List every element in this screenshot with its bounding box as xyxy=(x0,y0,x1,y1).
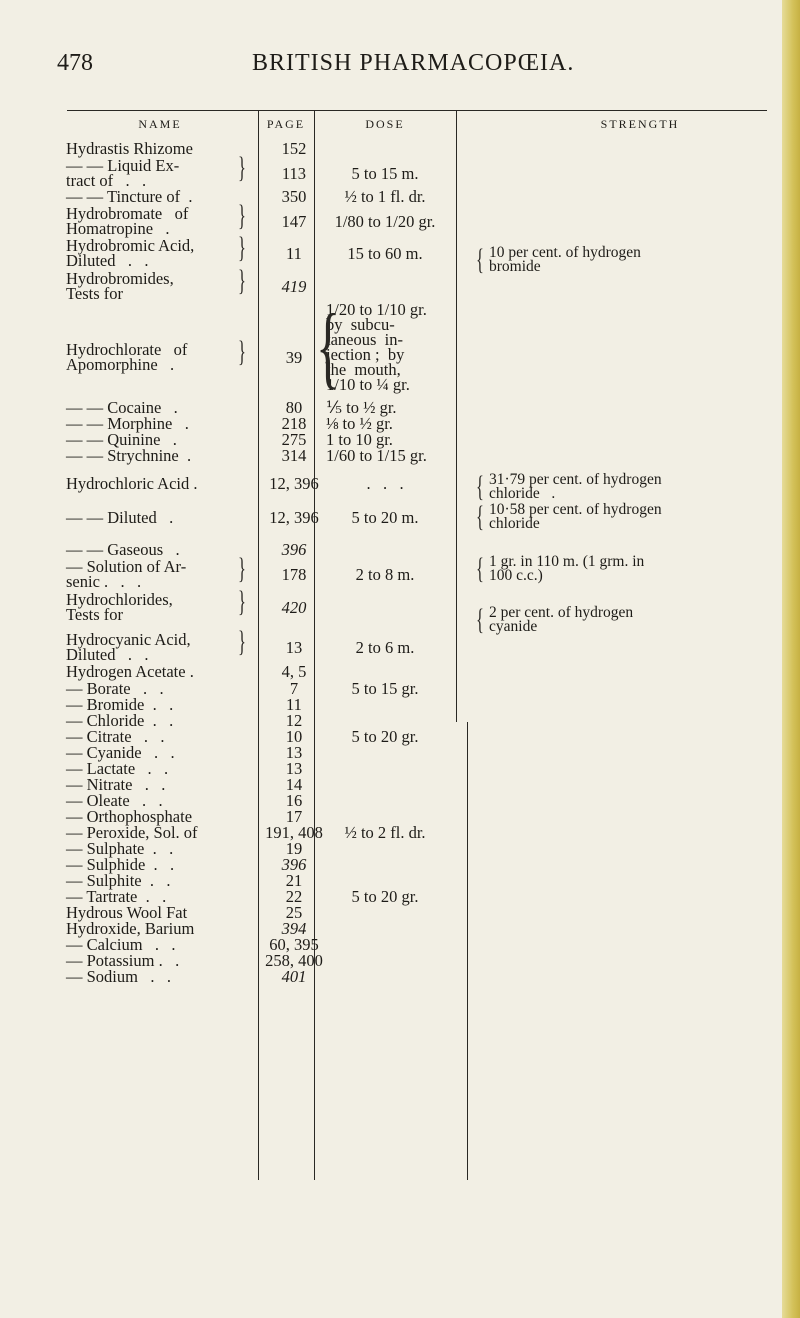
row-dose: 1 to 10 gr. xyxy=(326,430,393,449)
column-header-page: PAGE xyxy=(266,117,306,131)
row-strength: 2 per cent. of hydrogen cyanide xyxy=(489,604,634,635)
row-page: 350 xyxy=(281,187,307,206)
row-page: 420 xyxy=(281,598,307,617)
brace: { xyxy=(476,243,484,276)
row-dose: 5 to 15 m. xyxy=(351,164,419,183)
row-page: 113 xyxy=(281,164,307,183)
row-page: 394 xyxy=(281,919,307,938)
row-name: Hydrastis Rhizome xyxy=(66,139,193,158)
row-dose: . . . xyxy=(366,474,404,493)
row-page: 191, 408 xyxy=(265,823,323,842)
row-page: 13 xyxy=(285,743,303,762)
brace: { xyxy=(476,470,484,503)
row-page: 21 xyxy=(285,871,303,890)
row-dose: 2 to 8 m. xyxy=(355,565,415,584)
row-name: — Tartrate . . xyxy=(66,887,167,906)
row-dose: ½ to 1 fl. dr. xyxy=(344,187,426,206)
row-page: 7 xyxy=(289,679,299,698)
brace: } xyxy=(238,151,246,184)
row-page: 11 xyxy=(286,244,302,263)
row-page: 80 xyxy=(285,398,303,417)
brace: } xyxy=(238,552,246,585)
row-page: 11 xyxy=(286,695,302,714)
row-name: — Oleate . . xyxy=(66,791,163,810)
row-dose: 1/80 to 1/20 gr. xyxy=(334,212,436,231)
page-edge xyxy=(782,0,800,1318)
row-page: 17 xyxy=(285,807,303,826)
row-name: Hydrochlorides, Tests for xyxy=(66,590,173,624)
table-top-rule xyxy=(67,110,767,111)
row-name: — — Morphine . xyxy=(66,414,189,433)
row-page: 12, 396 xyxy=(269,508,319,527)
row-dose: 5 to 20 m. xyxy=(351,508,419,527)
row-name: Hydrobromides, Tests for xyxy=(66,269,174,303)
row-name: Hydrocyanic Acid, Diluted . . xyxy=(66,630,191,664)
brace: { xyxy=(316,295,341,397)
row-name: — — Liquid Ex- tract of . . xyxy=(66,156,180,190)
row-strength: 1 gr. in 110 m. (1 grm. in 100 c.c.) xyxy=(489,553,645,584)
column-header-dose: DOSE xyxy=(365,117,405,131)
row-name: — Nitrate . . xyxy=(66,775,166,794)
row-page: 401 xyxy=(281,967,307,986)
brace: } xyxy=(238,585,246,618)
brace: { xyxy=(476,500,484,533)
row-name: — — Strychnine . xyxy=(66,446,192,465)
row-dose: 15 to 60 m. xyxy=(347,244,423,263)
row-name: Hydrogen Acetate . xyxy=(66,662,194,681)
row-name: Hydrobromic Acid, Diluted . . xyxy=(66,236,195,270)
row-page: 12 xyxy=(285,711,303,730)
row-page: 218 xyxy=(281,414,307,433)
running-title: BRITISH PHARMACOPŒIA. xyxy=(252,50,575,76)
column-header-name: NAME xyxy=(138,117,182,131)
brace: } xyxy=(238,335,246,368)
brace: { xyxy=(476,552,484,585)
row-dose: 1/20 to 1/10 gr. by subcu- taneous in- jection ; by the mouth, 1/10 to ¼ gr. xyxy=(326,300,427,394)
row-name: — — Gaseous . xyxy=(66,540,180,559)
row-page: 19 xyxy=(285,839,303,858)
row-strength: 10·58 per cent. of hydrogen chloride xyxy=(489,501,662,532)
row-page: 275 xyxy=(281,430,307,449)
row-name: — Bromide . . xyxy=(66,695,174,714)
row-name: — Sodium . . xyxy=(66,967,171,986)
row-page: 39 xyxy=(285,348,303,367)
row-page: 396 xyxy=(281,540,307,559)
row-name: — Orthophosphate xyxy=(66,807,193,826)
row-dose: ⅛ to ½ gr. xyxy=(326,414,393,433)
row-dose: 2 to 6 m. xyxy=(355,638,415,657)
row-name: — Sulphite . . xyxy=(66,871,171,890)
row-page: 10 xyxy=(285,727,303,746)
row-name: — Sulphate . . xyxy=(66,839,174,858)
row-name: — Lactate . . xyxy=(66,759,169,778)
row-name: Hydrochloric Acid . xyxy=(66,474,198,493)
column-header-strength: STRENGTH xyxy=(600,117,680,131)
row-page: 12, 396 xyxy=(269,474,319,493)
row-dose: ½ to 2 fl. dr. xyxy=(344,823,426,842)
row-strength: 10 per cent. of hydrogen bromide xyxy=(489,244,641,275)
brace: } xyxy=(238,264,246,297)
row-name: — Sulphide . . xyxy=(66,855,175,874)
row-dose: ⅕ to ½ gr. xyxy=(326,398,397,417)
brace: } xyxy=(238,625,246,658)
row-dose: 5 to 20 gr. xyxy=(351,887,419,906)
row-name: — — Quinine . xyxy=(66,430,177,449)
row-page: 16 xyxy=(285,791,303,810)
brace: } xyxy=(238,231,246,264)
row-dose: 1/60 to 1/15 gr. xyxy=(326,446,427,465)
running-header xyxy=(0,50,782,84)
row-page: 13 xyxy=(285,759,303,778)
row-page: 22 xyxy=(285,887,303,906)
row-name: — Citrate . . xyxy=(66,727,165,746)
row-name: — — Tincture of . xyxy=(66,187,193,206)
row-name: — Potassium . . xyxy=(66,951,180,970)
column-rule-3-lower xyxy=(467,722,468,1180)
row-page: 314 xyxy=(281,446,307,465)
row-name: — Borate . . xyxy=(66,679,164,698)
row-name: — Peroxide, Sol. of xyxy=(66,823,198,842)
page-number: 478 xyxy=(57,50,93,76)
row-page: 25 xyxy=(285,903,303,922)
row-name: — Cyanide . . xyxy=(66,743,175,762)
row-page: 60, 395 xyxy=(269,935,319,954)
row-dose: 5 to 20 gr. xyxy=(351,727,419,746)
row-page: 419 xyxy=(281,277,307,296)
row-name: — — Cocaine . xyxy=(66,398,178,417)
row-dose: 5 to 15 gr. xyxy=(351,679,419,698)
row-name: Hydrobromate of Homatropine . xyxy=(66,204,189,238)
row-page: 13 xyxy=(285,638,303,657)
row-page: 152 xyxy=(281,139,307,158)
brace: } xyxy=(238,199,246,232)
row-page: 258, 400 xyxy=(265,951,323,970)
row-strength: 31·79 per cent. of hydrogen chloride . xyxy=(489,471,662,502)
row-name: — — Diluted . xyxy=(66,508,174,527)
row-name: — Solution of Ar- senic . . . xyxy=(66,557,187,591)
row-name: — Calcium . . xyxy=(66,935,176,954)
row-page: 14 xyxy=(285,775,303,794)
row-page: 147 xyxy=(281,212,307,231)
row-name: Hydrochlorate of Apomorphine . xyxy=(66,340,188,374)
row-page: 396 xyxy=(281,855,307,874)
row-page: 178 xyxy=(281,565,307,584)
row-name: — Chloride . . xyxy=(66,711,174,730)
brace: { xyxy=(476,603,484,636)
row-name: Hydroxide, Barium xyxy=(66,919,195,938)
row-page: 4, 5 xyxy=(281,662,307,681)
row-name: Hydrous Wool Fat xyxy=(66,903,188,922)
